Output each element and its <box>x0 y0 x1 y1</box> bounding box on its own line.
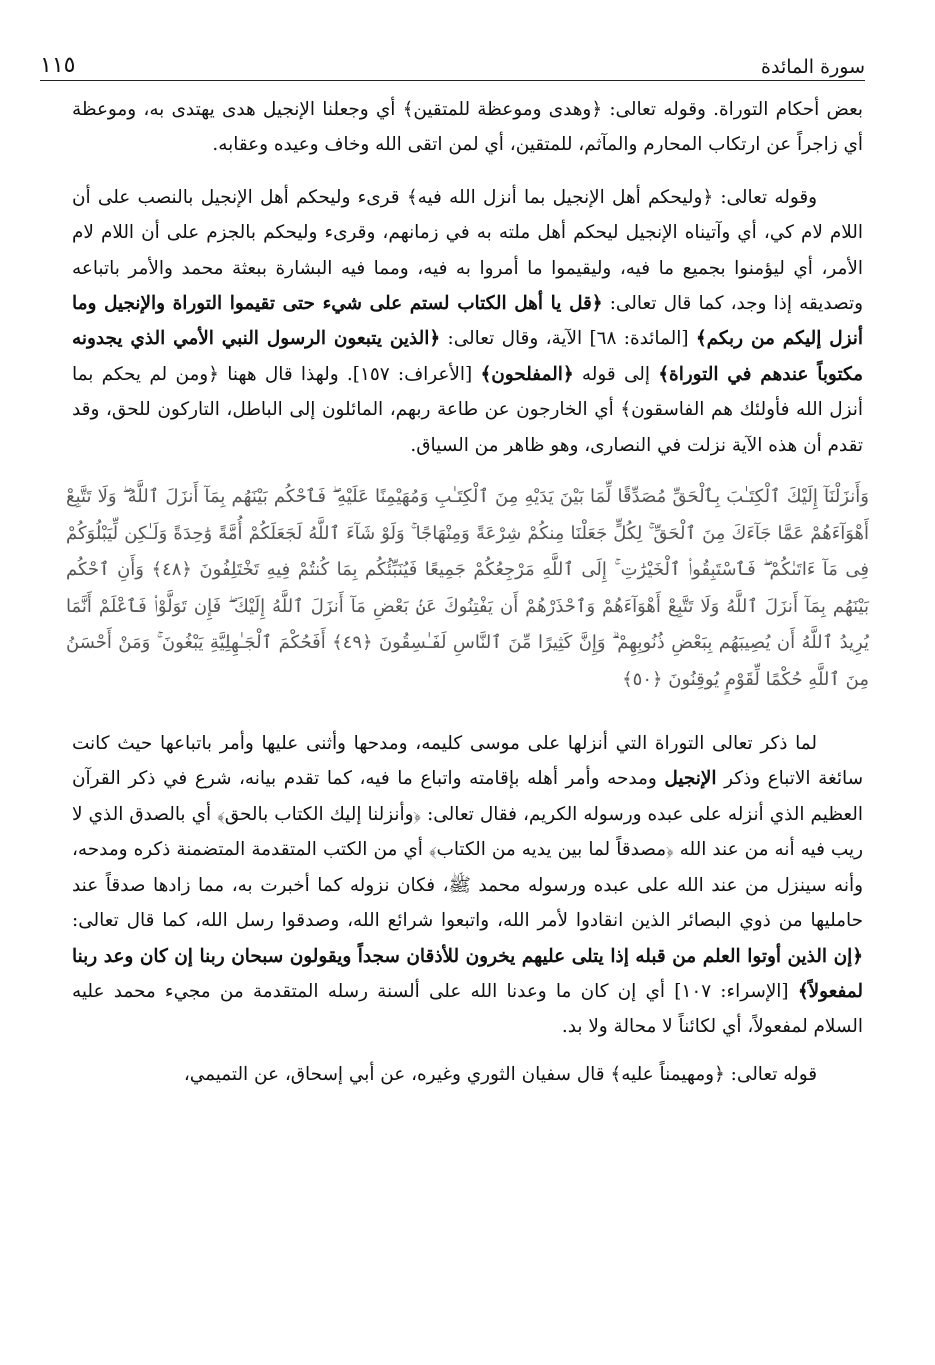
quote-muflihun: ﴿المفلحون﴾ <box>480 363 574 385</box>
page-body <box>66 92 870 1092</box>
page-header <box>40 42 865 81</box>
quote-ali-imran-68: ﴿قل يا أهل الكتاب لستم على شيء حتى تقيموا التوراة والإنجيل وما أنزل إليكم من ربكم﴾ <box>72 293 864 350</box>
paragraph-2-text-a: وقوله تعالى: ﴿وليحكم أهل الإنجيل بما أنزل الله فيه﴾ قرىء وليحكم أهل الإنجيل بالنصب على أن اللام لام كي، أي وآتيناه الإنجيل ليحكم أهل ملته به في زمانهم، وقرىء وليحكم بالجزم على أن اللام لام الأمر، أي ليؤمنوا بجميع ما فيه، وليقيموا ما أمروا به فيه، ومما فيه البشارة ببعثة محمد والأمر باتباعه وتصديقه إذا وجد، كما قال تعالى: <box>72 186 863 315</box>
paragraph-2 <box>72 180 863 463</box>
paragraph-1: بعض أحكام التوراة. وقوله تعالى: ﴿وهدى وموعظة للمتقين﴾ أي وجعلنا الإنجيل هدى يهتدى به، وموعظة أي زاجراً عن ارتكاب المحارم والمآثم، للمتقين، أي لمن اتقى الله وخاف وعيده وعقابه. <box>72 99 863 156</box>
paragraph-2-text-b: [المائدة: ٦٨] الآية، وقال تعالى: <box>440 328 696 350</box>
paragraph-3-text-c: [الإسراء: ١٠٧] أي إن كان ما وعدنا الله على ألسنة رسله المتقدمة من مجيء محمد عليه السلام لمفعولاً، أي لكائناً لا محالة ولا بد. <box>72 980 863 1038</box>
surah-name: سورة المائدة <box>761 56 865 78</box>
paragraph-3-text-a: لما ذكر تعالى التوراة التي أنزلها على موسى كليمه، ومدحها وأثنى عليها وأمر باتباعها حيث كانت سائغة الاتباع وذكر <box>72 733 864 790</box>
paragraph-2-text-c: إلى قوله <box>573 363 659 385</box>
paragraph-4: قوله تعالى: ﴿ومهيمناً عليه﴾ قال سفيان الثوري وغيره، عن أبي إسحاق، عن التميمي، <box>183 1063 817 1085</box>
word-injil: الإنجيل <box>664 768 717 790</box>
paragraph-3 <box>72 726 863 1045</box>
quran-verse-block: وَأَنزَلْنَآ إِلَيْكَ ٱلْكِتَـٰبَ بِٱلْحَقِّ مُصَدِّقًا لِّمَا بَيْنَ يَدَيْهِ مِنَ ٱلْكِتَـٰبِ وَمُهَيْمِنًا عَلَيْهِ ۖ فَٱحْكُم بَيْنَهُم بِمَآ أَنزَلَ ٱللَّهُ ۖ وَلَا تَتَّبِعْ أَهْوَآءَهُمْ عَمَّا جَآءَكَ مِنَ ٱلْحَقِّ ۚ لِكُلٍّ جَعَلْنَا مِنكُمْ شِرْعَةً وَمِنْهَاجًا ۚ وَلَوْ شَآءَ ٱللَّهُ لَجَعَلَكُمْ أُمَّةً وَٰحِدَةً وَلَـٰكِن لِّيَبْلُوَكُمْ فِى مَآ ءَاتَىٰكُمْ ۖ فَٱسْتَبِقُوا۟ ٱلْخَيْرَٰتِ ۚ إِلَى ٱللَّهِ مَرْجِعُكُمْ جَمِيعًا فَيُنَبِّئُكُم بِمَا كُنتُمْ فِيهِ تَخْتَلِفُونَ ﴿٤٨﴾ وَأَنِ ٱحْكُم بَيْنَهُم بِمَآ أَنزَلَ ٱللَّهُ وَلَا تَتَّبِعْ أَهْوَآءَهُمْ وَٱحْذَرْهُمْ أَن يَفْتِنُوكَ عَنۢ بَعْضِ مَآ أَنزَلَ ٱللَّهُ إِلَيْكَ ۖ فَإِن تَوَلَّوْا۟ فَٱعْلَمْ أَنَّمَا يُرِيدُ ٱللَّهُ أَن يُصِيبَهُم بِبَعْضِ ذُنُوبِهِمْ ۗ وَإِنَّ كَثِيرًا مِّنَ ٱلنَّاسِ لَفَـٰسِقُونَ ﴿٤٩﴾ أَفَحُكْمَ ٱلْجَـٰهِلِيَّةِ يَبْغُونَ ۚ وَمَنْ أَحْسَنُ مِنَ ٱللَّهِ حُكْمًا لِّقَوْمٍ يُوقِنُونَ ﴿٥٠﴾ <box>66 486 870 690</box>
quote-araf-157: ﴿الذين يتبعون الرسول النبي الأمي الذي يجدونه مكتوباً عندهم في التوراة﴾ <box>72 328 863 385</box>
quote-isra-107: ﴿إن الذين أوتوا العلم من قبله إذا يتلى عليهم يخرون للأذقان سجداً ويقولون سبحان ربنا إن كان وعد ربنا لمفعولاً﴾ <box>72 945 864 1002</box>
paragraph-3-text-b: ومدحه وأمر أهله بإقامته واتباع ما فيه، كما تقدم بيانه، شرع في ذكر القرآن العظيم الذي أنزله على عبده ورسوله الكريم، فقال تعالى: ﴿وأنزلنا إليك الكتاب بالحق﴾ أي بالصدق الذي لا ريب فيه أنه من عند الله ﴿مصدقاً لما بين يديه من الكتاب﴾ أي من الكتب المتقدمة المتضمنة ذكره ومدحه، وأنه سينزل من عند الله على عبده ورسوله محمد ﷺ، فكان نزوله كما أخبرت به، مما زادها صدقاً عند حامليها من ذوي البصائر الذين انقادوا لأمر الله، واتبعوا شرائع الله، وصدقوا رسل الله، كما قال تعالى: <box>72 768 863 932</box>
paragraph-2-text-d: [الأعراف: ١٥٧]. ولهذا قال ههنا ﴿ومن لم يحكم بما أنزل الله فأولئك هم الفاسقون﴾ أي الخارجون عن طاعة ربهم، المائلون إلى الباطل، التاركون للحق، وقد تقدم أن هذه الآية نزلت في النصارى، وهو ظاهر من السياق. <box>72 363 863 456</box>
page-number: ١١٥ <box>40 53 76 78</box>
